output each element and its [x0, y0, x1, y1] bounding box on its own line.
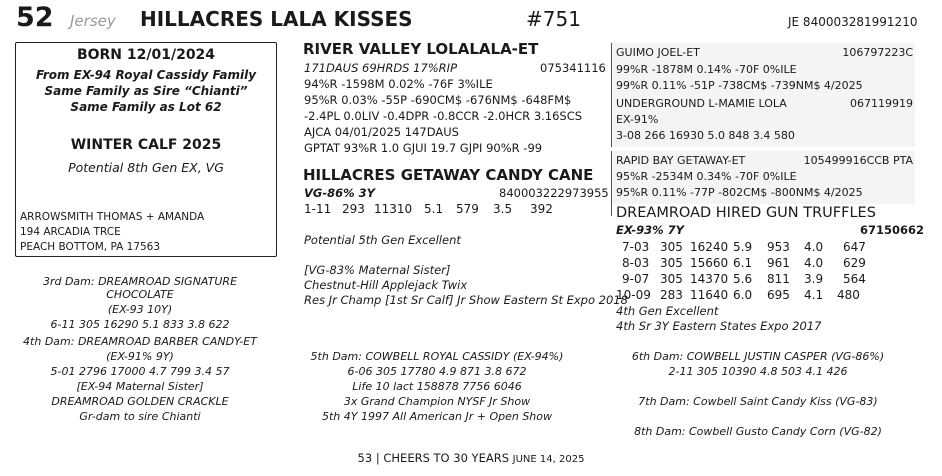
birth-date: BORN 12/01/2024: [76, 47, 216, 63]
gd-r3-fat: 811: [767, 272, 790, 286]
dam6-name: 6th Dam: COWBELL JUSTIN CASPER (VG-86%): [631, 350, 885, 363]
dam-sire-name: RAPID BAY GETAWAY-ET: [616, 154, 746, 167]
gd-r4-fat: 695: [767, 288, 790, 302]
dam-rec-days: 293: [342, 202, 365, 216]
dam-rec-protpct: 3.5: [493, 202, 513, 216]
dam3-class: (EX-93 10Y): [107, 303, 173, 316]
gd-r1-fatpct: 5.9: [733, 240, 753, 254]
granddam-id: 67150662: [860, 223, 925, 237]
granddam-name: DREAMROAD HIRED GUN TRUFFLES: [616, 205, 876, 221]
dam3-record: 6-11 305 16290 5.1 833 3.8 622: [50, 318, 230, 331]
dam-potential: Potential 5th Gen Excellent: [304, 233, 461, 247]
sire-id: 075341116: [540, 61, 606, 75]
sire-sire-name: GUIMO JOEL-ET: [616, 46, 700, 59]
owner-street: 194 ARCADIA TRCE: [20, 226, 121, 238]
dam-show-record: Res Jr Champ [1st Sr Calf] Jr Show Eastern St Expo 2018: [304, 293, 628, 307]
dam3-name: 3rd Dam: DREAMROAD SIGNATURE CHOCOLATE: [42, 275, 238, 301]
gd-r3-milk: 14370: [690, 272, 729, 286]
footer-separator: |: [375, 451, 384, 465]
gd-r1-milk: 16240: [690, 240, 729, 254]
gd-r4-protpct: 4.1: [804, 288, 824, 302]
gd-r3-age: 9-07: [622, 272, 650, 286]
gd-r2-prot: 629: [843, 256, 866, 270]
dam4-name: 4th Dam: DREAMROAD BARBER CANDY-ET: [23, 335, 257, 348]
gd-r2-age: 8-03: [622, 256, 650, 270]
granddam-note-1: 4th Gen Excellent: [616, 304, 719, 318]
gd-r1-protpct: 4.0: [804, 240, 824, 254]
family-line-1: From EX-94 Royal Cassidy Family: [35, 68, 257, 82]
je-id: JE 840003281991210: [788, 15, 918, 29]
dam6-record: 2-11 305 10390 4.8 503 4.1 426: [668, 365, 848, 378]
dam5-name: 5th Dam: COWBELL ROYAL CASSIDY (EX-94%): [310, 350, 564, 363]
dam-name: HILLACRES GETAWAY CANDY CANE: [303, 166, 594, 184]
dam4-record: 5-01 2796 17000 4.7 799 3.4 57: [50, 365, 230, 378]
dam4-note-1: [EX-94 Maternal Sister]: [76, 380, 204, 393]
granddam-class: EX-93% 7Y: [616, 223, 684, 237]
info-box: [15, 42, 277, 257]
sire-daus: 171DAUS 69HRDS 17%RIP: [304, 61, 458, 75]
dam-rec-age: 1-11: [304, 202, 332, 216]
family-line-2: Same Family as Sire “Chianti”: [44, 84, 248, 98]
dam4: [10, 334, 270, 424]
dam-rec-milk: 11310: [374, 202, 413, 216]
gd-r1-prot: 647: [843, 240, 866, 254]
gd-r1-fat: 953: [767, 240, 790, 254]
sire-name: RIVER VALLEY LOLALALA-ET: [303, 40, 539, 58]
dam5: [307, 349, 567, 424]
gd-r2-milk: 15660: [690, 256, 729, 270]
sire-sire-line-2: 99%R 0.11% -51P -738CM$ -739NM$ 4/2025: [616, 79, 863, 92]
sire-pedigree-block: [611, 43, 915, 147]
dam3: [10, 275, 270, 331]
dam4-note-2: DREAMROAD GOLDEN CRACKLE: [51, 395, 229, 408]
dam5-award-1: 3x Grand Champion NYSF Jr Show: [343, 395, 531, 408]
dam-sire-line-1: 95%R -2534M 0.34% -70F 0%ILE: [616, 170, 797, 183]
dam-rec-prot: 392: [530, 202, 553, 216]
pedigree-divider: [611, 204, 612, 216]
gd-r4-age: 10-09: [616, 288, 651, 302]
potential: Potential 8th Gen EX, VG: [68, 160, 224, 175]
footer-title: CHEERS TO 30 YEARS: [383, 451, 509, 465]
dam-class: VG-86% 3Y: [304, 186, 375, 200]
dam4-class: (EX-91% 9Y): [106, 350, 174, 363]
granddam-note-2: 4th Sr 3Y Eastern States Expo 2017: [616, 319, 822, 333]
gd-r4-prot: 480: [837, 288, 860, 302]
dam5-record: 6-06 305 17780 4.9 871 3.8 672: [347, 365, 527, 378]
sire-dam-record: 3-08 266 16930 5.0 848 3.4 580: [616, 129, 795, 142]
dam7: 7th Dam: Cowbell Saint Candy Kiss (VG-83): [638, 395, 878, 408]
gd-r4-days: 283: [660, 288, 683, 302]
animal-name: HILLACRES LALA KISSES: [140, 7, 413, 31]
gd-r1-age: 7-03: [622, 240, 650, 254]
breed-label: Jersey: [70, 12, 116, 30]
dam-rec-fat: 579: [456, 202, 479, 216]
gd-r3-fatpct: 5.6: [733, 272, 753, 286]
sire-dam-id: 067119919: [850, 97, 913, 110]
dam6: [628, 349, 888, 379]
gd-r2-days: 305: [660, 256, 683, 270]
sire-sire-id: 106797223C: [842, 46, 913, 59]
gd-r4-milk: 11640: [690, 288, 729, 302]
registration-number: #751: [526, 7, 581, 31]
gd-r2-fat: 961: [767, 256, 790, 270]
gd-r4-fatpct: 6.0: [733, 288, 753, 302]
gd-r2-protpct: 4.0: [804, 256, 824, 270]
footer-date: JUNE 14, 2025: [512, 454, 585, 465]
dam5-award-2: 5th 4Y 1997 All American Jr + Open Show: [322, 410, 552, 423]
dam-sire-block: [611, 151, 915, 204]
owner-city: PEACH BOTTOM, PA 17563: [20, 241, 161, 253]
footer: [0, 451, 942, 465]
dam8: 8th Dam: Cowbell Gusto Candy Corn (VG-82): [634, 425, 882, 438]
family-line-3: Same Family as Lot 62: [70, 100, 222, 114]
lot-number: 52: [16, 2, 54, 33]
gd-r3-days: 305: [660, 272, 683, 286]
gd-r2-fatpct: 6.1: [733, 256, 753, 270]
dam-sister: [VG-83% Maternal Sister]: [304, 263, 451, 277]
dam-rec-fatpct: 5.1: [424, 202, 444, 216]
sire-line-5: AJCA 04/01/2025 147DAUS: [304, 125, 459, 139]
sire-dam-name: UNDERGROUND L-MAMIE LOLA: [616, 97, 787, 110]
dam-sister-name: Chestnut-Hill Applejack Twix: [304, 278, 468, 292]
gd-r3-protpct: 3.9: [804, 272, 824, 286]
dam-id: 840003222973955: [499, 186, 609, 200]
sire-line-3: 95%R 0.03% -55P -690CM$ -676NM$ -648FM$: [304, 93, 572, 107]
sire-dam-class: EX-91%: [616, 113, 659, 126]
dam-sire-id: 105499916CCB PTA: [803, 154, 913, 167]
page-number: 53: [357, 451, 373, 465]
gd-r1-days: 305: [660, 240, 683, 254]
dam-sire-line-2: 95%R 0.11% -77P -802CM$ -800NM$ 4/2025: [616, 186, 863, 199]
gd-r3-prot: 564: [843, 272, 866, 286]
dam5-life: Life 10 lact 158878 7756 6046: [352, 380, 522, 393]
calf-class: WINTER CALF 2025: [70, 137, 222, 153]
sire-line-6: GPTAT 93%R 1.0 GJUI 19.7 GJPI 90%R -99: [304, 141, 543, 155]
dam4-note-3: Gr-dam to sire Chianti: [79, 410, 201, 423]
sire-line-4: -2.4PL 0.0LIV -0.4DPR -0.8CCR -2.0HCR 3.16SCS: [304, 109, 583, 123]
owner-name: ARROWSMITH THOMAS + AMANDA: [20, 211, 205, 223]
sire-sire-line-1: 99%R -1878M 0.14% -70F 0%ILE: [616, 63, 797, 76]
sire-line-2: 94%R -1598M 0.02% -76F 3%ILE: [304, 77, 493, 91]
